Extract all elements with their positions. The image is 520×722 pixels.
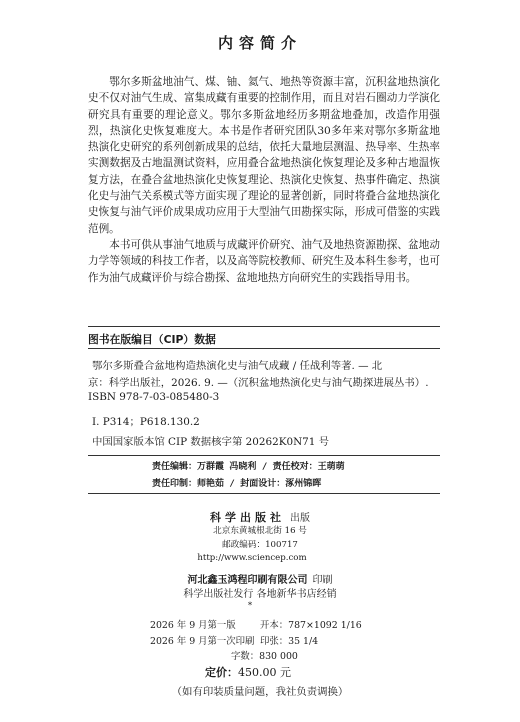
cip-isbn: ISBN 978-7-03-085480-3 bbox=[88, 391, 220, 403]
publisher-suffix: 出版 bbox=[290, 513, 311, 524]
word-count: 字数：830 000 bbox=[231, 651, 298, 662]
credits-production: 责任印制：师艳茹 / 封面设计：涿州锦晖 bbox=[152, 479, 322, 489]
distribution-line: 科学出版社发行 各地新华书店经销 bbox=[183, 589, 337, 600]
credits-bottom-rule bbox=[88, 493, 440, 494]
price-value: 450.00 元 bbox=[238, 666, 291, 679]
publisher-line bbox=[0, 506, 520, 525]
cip-title: 图书在版编目（CIP）数据 bbox=[88, 333, 216, 346]
price-line bbox=[0, 664, 508, 680]
edition-date: 2026 年 9 月第一版 bbox=[150, 620, 236, 631]
quality-note: （如有印装质量问题，我社负责调换） bbox=[171, 686, 349, 698]
cip-bibliographic-line-1: 鄂尔多斯叠合盆地构造热演化史与油气成藏 / 任战利等著. — 北 bbox=[92, 360, 383, 372]
cip-bibliographic-line-2: 京：科学出版社，2026. 9. —（沉积盆地热演化史与油气勘探进展丛书）. bbox=[88, 377, 429, 389]
price-label: 定价： bbox=[205, 666, 238, 679]
cip-top-rule bbox=[88, 326, 440, 327]
printer-name: 河北鑫玉鸿程印刷有限公司 bbox=[187, 575, 308, 586]
publisher-name: 科学出版社 bbox=[209, 511, 285, 524]
printer-suffix: 印刷 bbox=[312, 575, 333, 586]
abstract-paragraph-1: 鄂尔多斯盆地油气、煤、铀、氦气、地热等资源丰富，沉积盆地热演化史不仅对油气生成、富集成藏有重要的控制作用，而且对岩石圈动力学演化研究具有重要的理论意义。鄂尔多斯盆地经历多期盆地叠加，改造作用强烈，热演化史恢复难度大。本书是作者研究团队30多年来对鄂尔多斯盆地热演化史研究的系列创新成果的总结，依托大量地层测温、热导率、生热率实测数据及古地温测试资料，应用叠合盆地热演化恢复理论及多种古地温恢复方法，在叠合盆地热演化史恢复理论、热演化史恢复、热事件确定、热演化史与油气关系模式等方面实现了理论的显著创新，同时将叠合盆地热演化史恢复与油气评价成果成功应用于大型油气田勘探实际，形成可借鉴的实践范例。 bbox=[88, 76, 440, 235]
separator-star: * bbox=[247, 601, 253, 611]
publisher-postcode: 邮政编码：100717 bbox=[222, 540, 298, 550]
credits-top-rule bbox=[88, 455, 440, 456]
printing-sheets: 印张：35 1/4 bbox=[260, 636, 319, 647]
edition-format: 开本：787×1092 1/16 bbox=[260, 620, 362, 631]
credits-editors: 责任编辑：万群霞 冯晓利 / 责任校对：王萌萌 bbox=[152, 462, 345, 472]
printing-date: 2026 年 9 月第一次印刷 bbox=[150, 636, 255, 647]
cip-title-rule bbox=[88, 348, 440, 349]
publisher-website: http://www.sciencep.com bbox=[197, 553, 307, 563]
abstract-section bbox=[88, 74, 440, 286]
cip-classification: Ⅰ. P314；P618.130.2 bbox=[92, 416, 200, 428]
publisher-address: 北京东黄城根北街 16 号 bbox=[213, 526, 307, 536]
abstract-paragraph-2: 本书可供从事油气地质与成藏评价研究、油气及地热资源勘探、盆地动力学等领域的科技工作者，以及高等院校教师、研究生及本科生参考，也可作为油气成藏评价与综合勘探、盆地地热方向研究生的实践指导用书。 bbox=[88, 238, 440, 284]
cip-record-number: 中国国家版本馆 CIP 数据核字第 20262K0N71 号 bbox=[92, 436, 330, 448]
page-title: 内容简介 bbox=[217, 34, 302, 52]
